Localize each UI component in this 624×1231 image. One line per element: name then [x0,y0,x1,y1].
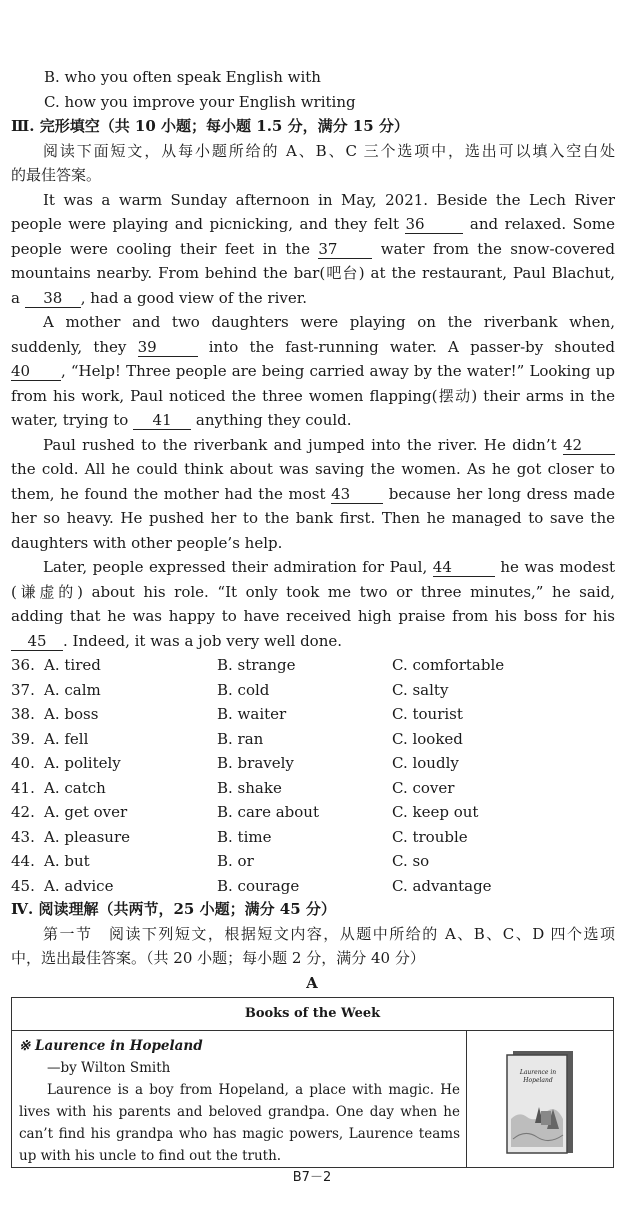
answer-row [11,702,615,726]
passage-line: daughters with other people’s help. [11,534,283,552]
book-entry [12,1031,467,1168]
passage-label: A [306,974,318,992]
passage-line: 45 . Indeed, it was a job very well done. [11,629,615,653]
section3-heading: Ⅲ. 完形填空（共 10 小题；每小题 1.5 分，满分 15 分） [11,117,409,135]
section4-instructions: 第一节 阅读下列短文，根据短文内容，从题中所给的 A、B、C、D 四个选项 [43,925,615,943]
cover-title: Laurence in Hopeland [519,1069,557,1084]
passage-line: Later, people expressed their admiration for Paul, 44 he was modest [43,558,615,576]
question-number: 44. [11,852,35,870]
passage-line: people were cooling their feet in the 37 water from the snow-covered [11,240,615,258]
option-a: A. calm [44,680,101,699]
prev-option-b: B. who you often speak English with [44,68,321,86]
option-c: C. so [392,852,430,870]
option-a: A. tired [44,656,101,674]
question-number: 45. [11,876,35,895]
answer-row [11,800,615,824]
book-author: —by Wilton Smith [47,1060,171,1076]
passage-line: from his work, Paul noticed the three women flapping(摆动) their arms in the [11,387,615,405]
blank-36[interactable]: 36 [405,215,463,234]
blank-45[interactable]: 45 [11,632,63,651]
option-b: B. time [217,827,272,846]
books-header: Books of the Week [12,998,614,1031]
option-c: C. trouble [392,827,468,846]
option-b: B. waiter [217,705,287,723]
option-a: A. but [44,852,90,870]
passage-line: Paul rushed to the riverbank and jumped into the river. He didn’t 42 [11,433,615,457]
passage-line: people were playing and picnicking, and they felt 36 and relaxed. Some [11,215,615,233]
book-cover-image [505,1049,575,1155]
option-a: A. politely [44,754,121,772]
page-number: B7－2 [292,1170,332,1185]
passage-line: adding that he was happy to have received high praise from his boss for his [11,607,615,625]
option-c: C. tourist [392,705,463,723]
answer-row [11,849,615,873]
question-number: 40. [11,754,35,772]
option-b: B. shake [217,778,282,797]
passage-line: suddenly, they 39 into the fast-running water. A passer-by shouted [11,338,615,356]
answer-row [11,874,615,898]
prev-option-c: C. how you improve your English writing [44,93,356,111]
answer-row [11,776,615,800]
option-a: A. pleasure [44,827,130,846]
option-c: C. cover [392,778,455,797]
passage-line: them, he found the mother had the most 43 because her long dress made [11,485,615,503]
blank-43[interactable]: 43 [331,485,383,504]
question-number: 39. [11,729,35,748]
blank-39[interactable]: 39 [138,338,198,357]
blank-44[interactable]: 44 [433,558,495,577]
option-a: A. advice [44,876,114,895]
answer-row [11,653,615,677]
section4-instructions-cont: 中，选出最佳答案。（共 20 小题；每小题 2 分，满分 40 分） [11,949,425,967]
passage-line: a 38 , had a good view of the river. [11,289,308,307]
blank-40[interactable]: 40 [11,362,61,381]
answer-row [11,825,615,849]
question-number: 36. [11,656,35,674]
answer-row [11,678,615,702]
option-c: C. keep out [392,803,479,821]
passage-line: the cold. All he could think about was saving the women. As he got closer to [11,460,615,478]
blank-41[interactable]: 41 [133,411,191,430]
option-a: A. boss [44,705,99,723]
book-description: Laurence is a boy from Hopeland, a place with magic. He lives with his parents and beloved grandpa. One day when he can’t find his grandpa who has magic powers, Laurence teams up with his uncle to find out the truth. [19,1082,460,1164]
passage-line: mountains nearby. From behind the bar(吧台) at the restaurant, Paul Blachut, [11,264,615,282]
option-b: B. or [217,852,254,870]
blank-38[interactable]: 38 [25,289,81,308]
option-c: C. advantage [392,876,492,895]
passage-line: (谦虚的) about his role. “It only took me two or three minutes,” he said, [11,583,615,601]
option-a: A. fell [44,729,89,748]
option-b: B. care about [217,803,319,821]
passage-line: A mother and two daughters were playing on the riverbank when, [43,313,615,331]
passage-line: water, trying to 41 anything they could. [11,411,352,429]
option-b: B. strange [217,656,296,674]
option-c: C. salty [392,680,449,699]
passage-line: her so heavy. He pushed her to the bank first. Then he managed to save the [11,509,615,527]
question-number: 38. [11,705,35,723]
blank-37[interactable]: 37 [318,240,372,259]
books-table [11,997,614,1168]
passage-line: 40 , “Help! Three people are being carried away by the water!” Looking up [11,362,615,380]
blank-42[interactable]: 42 [563,436,615,455]
passage-line: It was a warm Sunday afternoon in May, 2021. Beside the Lech River [43,191,615,209]
question-number: 42. [11,803,35,821]
section4-heading: Ⅳ. 阅读理解（共两节，25 小题；满分 45 分） [11,900,336,918]
option-b: B. bravely [217,754,294,772]
question-number: 37. [11,680,35,699]
answer-row [11,751,615,775]
option-a: A. catch [44,778,106,797]
option-c: C. looked [392,729,463,748]
option-a: A. get over [44,803,128,821]
question-number: 43. [11,827,35,846]
option-b: B. courage [217,876,300,895]
option-c: C. loudly [392,754,459,772]
question-number: 41. [11,778,35,797]
book-title: ※ Laurence in Hopeland [19,1038,203,1054]
option-b: B. cold [217,680,270,699]
answer-row [11,727,615,751]
section3-instructions-cont: 的最佳答案。 [11,166,102,184]
option-b: B. ran [217,729,264,748]
option-c: C. comfortable [392,656,505,674]
section3-instructions: 阅读下面短文，从每小题所给的 A、B、C 三个选项中，选出可以填入空白处 [43,142,615,160]
book-cover-cell [467,1031,614,1168]
